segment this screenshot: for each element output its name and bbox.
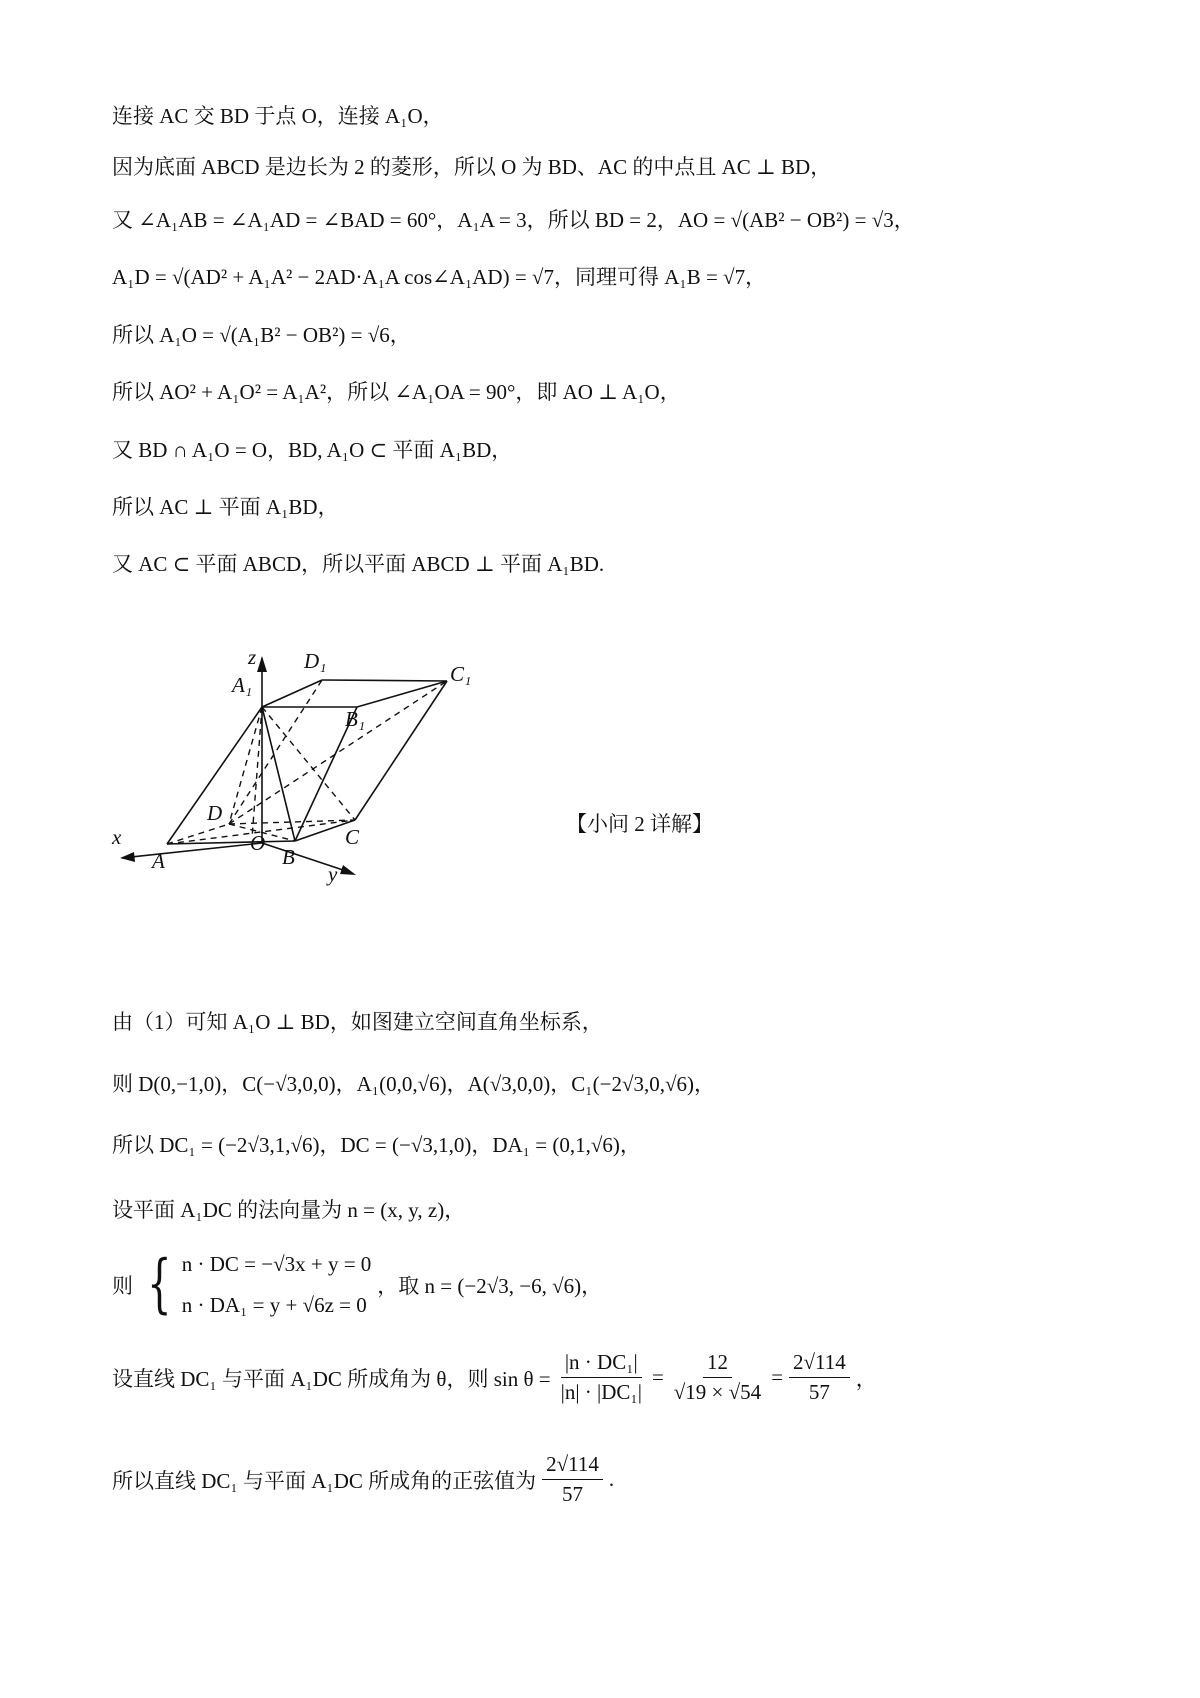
label-c1: C₁ <box>450 662 472 686</box>
label-d: D <box>207 801 223 825</box>
conclusion-lead: 所以直线 DC₁ 与平面 A₁DC 所成角的正弦值为 <box>112 1468 537 1493</box>
label-b: B <box>282 845 295 869</box>
text-line-8: 所以 AC ⊥ 平面 A₁BD， <box>112 495 339 519</box>
text-line-6: 所以 AO² + A₁O² = A₁A²，所以 ∠A₁OA = 90°，即 AO ⊥ A₁O， <box>112 380 681 404</box>
fraction-3-denominator: 57 <box>808 1380 830 1404</box>
fraction-1-denominator: |n| · |DC₁| <box>560 1380 642 1404</box>
label-c: C <box>345 825 360 849</box>
sine-lead: 设直线 DC₁ 与平面 A₁DC 所成角为 θ，则 sin θ = <box>112 1366 551 1391</box>
parallelepiped-figure <box>112 645 542 958</box>
system-lead: 则 <box>112 1274 133 1298</box>
conclusion-numerator: 2√114 <box>542 1452 603 1480</box>
label-d1: D₁ <box>304 649 327 673</box>
fraction-3-numerator: 2√114 <box>789 1350 850 1378</box>
text-line-7: 又 BD ∩ A₁O = O，BD, A₁O ⊂ 平面 A₁BD， <box>112 438 513 462</box>
conclusion-denominator: 57 <box>562 1482 584 1506</box>
label-z: z <box>248 645 257 669</box>
conclusion-line <box>112 1452 614 1507</box>
label-b1: B₁ <box>345 707 366 731</box>
text-line-13: 设平面 A₁DC 的法向量为 n = (x, y, z)， <box>112 1198 466 1222</box>
system-equations <box>182 1252 372 1318</box>
text-line-11: 则 D(0,−1,0)，C(−√3,0,0)，A₁(0,0,√6)，A(√3,0,0)，C₁(−2√3,0,√6)， <box>112 1072 715 1096</box>
sine-tail: ， <box>855 1366 877 1391</box>
label-a1: A₁ <box>232 673 253 697</box>
equals-a: = <box>651 1365 664 1389</box>
figure-svg <box>112 645 542 958</box>
equals-b: = <box>771 1365 784 1389</box>
label-x: x <box>112 825 122 849</box>
system-brace-group <box>139 1247 372 1322</box>
left-brace: { <box>147 1247 172 1322</box>
fraction-1 <box>557 1350 646 1405</box>
text-line-12: 所以 DC₁ = (−2√3,1,√6)，DC = (−√3,1,0)，DA₁ = (0,1,√6)， <box>112 1133 641 1157</box>
label-a: A <box>152 849 165 873</box>
label-o: O <box>250 831 266 855</box>
text-line-10: 由（1）可知 A₁O ⊥ BD，如图建立空间直角坐标系， <box>112 1010 603 1034</box>
equation-system <box>112 1247 603 1322</box>
fraction-2 <box>670 1350 765 1405</box>
system-eq-2: n · DA₁ = y + √6z = 0 <box>181 1293 367 1317</box>
fraction-2-denominator: √19 × √54 <box>673 1380 762 1404</box>
text-line-4: A₁D = √(AD² + A₁A² − 2AD·A₁A cos∠A₁AD) = √7，同理可得 A₁B = √7， <box>112 265 767 289</box>
text-line-2: 因为底面 ABCD 是边长为 2 的菱形，所以 O 为 BD、AC 的中点且 AC ⊥ BD， <box>112 155 832 179</box>
text-line-3: 又 ∠A₁AB = ∠A₁AD = ∠BAD = 60°，A₁A = 3，所以 BD = 2，AO = √(AB² − OB²) = √3， <box>112 208 915 232</box>
text-line-1: 连接 AC 交 BD 于点 O，连接 A₁O， <box>112 104 444 128</box>
sine-equation <box>112 1350 877 1405</box>
x-axis <box>122 843 262 858</box>
y-axis <box>262 843 352 873</box>
section-heading-part2: 【小问 2 详解】 <box>566 812 713 836</box>
fraction-1-numerator: |n · DC₁| <box>561 1350 642 1378</box>
text-line-5: 所以 A₁O = √(A₁B² − OB²) = √6， <box>112 323 411 347</box>
text-line-9: 又 AC ⊂ 平面 ABCD，所以平面 ABCD ⊥ 平面 A₁BD. <box>112 552 605 576</box>
fraction-2-numerator: 12 <box>703 1350 732 1378</box>
system-eq-1: n · DC = −√3x + y = 0 <box>181 1252 372 1276</box>
fraction-3 <box>789 1350 850 1405</box>
system-tail: ，取 n = (−2√3, −6, √6)， <box>377 1274 603 1298</box>
conclusion-fraction <box>542 1452 603 1507</box>
label-y: y <box>328 862 338 886</box>
conclusion-tail: . <box>608 1467 615 1491</box>
